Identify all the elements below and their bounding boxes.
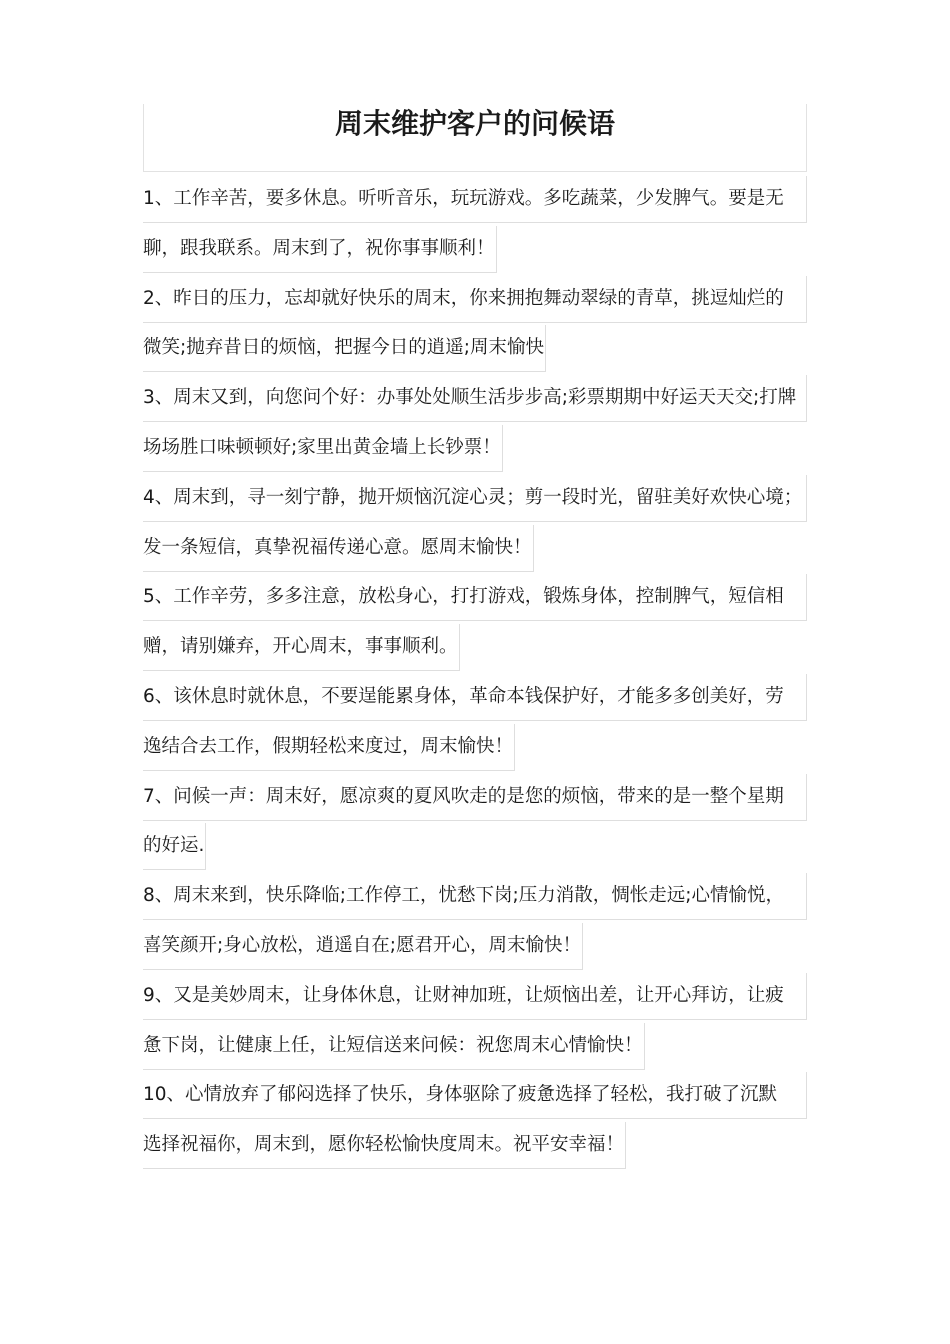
greeting-text: 惫下岗，让健康上任，让短信送来问候：祝您周末心情愉快！ <box>143 1023 645 1070</box>
greeting-text: 聊，跟我联系。周末到了，祝你事事顺利！ <box>143 226 497 273</box>
greeting-item <box>143 973 807 1073</box>
greeting-text: 1、工作辛苦，要多休息。听听音乐，玩玩游戏。多吃蔬菜，少发脾气。要是无 <box>143 176 807 223</box>
greeting-line <box>143 674 807 724</box>
greeting-text: 7、问候一声：周末好，愿凉爽的夏风吹走的是您的烦恼，带来的是一整个星期 <box>143 774 807 821</box>
greeting-text: 发一条短信，真挚祝福传递心意。愿周末愉快！ <box>143 525 534 572</box>
greeting-line <box>143 574 807 624</box>
greeting-text: 9、又是美妙周末，让身体休息，让财神加班，让烦恼出差，让开心拜访，让疲 <box>143 973 807 1020</box>
greeting-line <box>143 774 807 824</box>
greeting-text: 喜笑颜开;身心放松，逍遥自在;愿君开心，周末愉快！ <box>143 923 583 970</box>
greeting-line <box>143 475 807 525</box>
greeting-text: 的好运. <box>143 823 206 870</box>
greeting-line <box>143 525 807 575</box>
greeting-text: 赠，请别嫌弃，开心周末，事事顺利。 <box>143 624 460 671</box>
greeting-line <box>143 823 807 873</box>
greeting-line <box>143 1023 807 1073</box>
greeting-text: 选择祝福你，周末到，愿你轻松愉快度周末。祝平安幸福！ <box>143 1122 626 1169</box>
greeting-line <box>143 1122 807 1172</box>
greeting-text: 2、昨日的压力，忘却就好快乐的周末，你来拥抱舞动翠绿的青草，挑逗灿烂的 <box>143 276 807 323</box>
greeting-line <box>143 973 807 1023</box>
greeting-item <box>143 276 807 376</box>
greeting-line <box>143 276 807 326</box>
greeting-line <box>143 873 807 923</box>
document-title: 周末维护客户的问候语 <box>334 107 615 140</box>
greeting-text: 微笑;抛弃昔日的烦恼，把握今日的逍遥;周末愉快 <box>143 325 546 372</box>
greeting-item <box>143 674 807 774</box>
greeting-item <box>143 475 807 575</box>
greeting-line <box>143 425 807 475</box>
greeting-line <box>143 226 807 276</box>
greeting-line <box>143 624 807 674</box>
greeting-text: 6、该休息时就休息，不要逞能累身体，革命本钱保护好，才能多多创美好，劳 <box>143 674 807 721</box>
greeting-line <box>143 176 807 226</box>
greeting-item <box>143 375 807 475</box>
greeting-item <box>143 1072 807 1172</box>
greeting-text: 场场胜口味顿顿好;家里出黄金墙上长钞票！ <box>143 425 503 472</box>
greeting-line <box>143 325 807 375</box>
greeting-item <box>143 774 807 874</box>
greeting-text: 逸结合去工作，假期轻松来度过，周末愉快！ <box>143 724 515 771</box>
document-page <box>143 104 807 1172</box>
greeting-text: 5、工作辛劳，多多注意，放松身心，打打游戏，锻炼身体，控制脾气，短信相 <box>143 574 807 621</box>
greeting-list <box>143 176 807 1172</box>
greeting-line <box>143 724 807 774</box>
greeting-item <box>143 176 807 276</box>
greeting-item <box>143 873 807 973</box>
greeting-line <box>143 923 807 973</box>
title-box <box>143 104 807 172</box>
greeting-text: 10、心情放弃了郁闷选择了快乐，身体驱除了疲惫选择了轻松，我打破了沉默 <box>143 1072 807 1119</box>
greeting-item <box>143 574 807 674</box>
greeting-text: 4、周末到，寻一刻宁静，抛开烦恼沉淀心灵；剪一段时光，留驻美好欢快心境； <box>143 475 807 522</box>
greeting-line <box>143 1072 807 1122</box>
greeting-line <box>143 375 807 425</box>
greeting-text: 3、周末又到，向您问个好：办事处处顺生活步步高;彩票期期中好运天天交;打牌 <box>143 375 807 422</box>
greeting-text: 8、周末来到，快乐降临;工作停工，忧愁下岗;压力消散，惆怅走远;心情愉悦， <box>143 873 807 920</box>
